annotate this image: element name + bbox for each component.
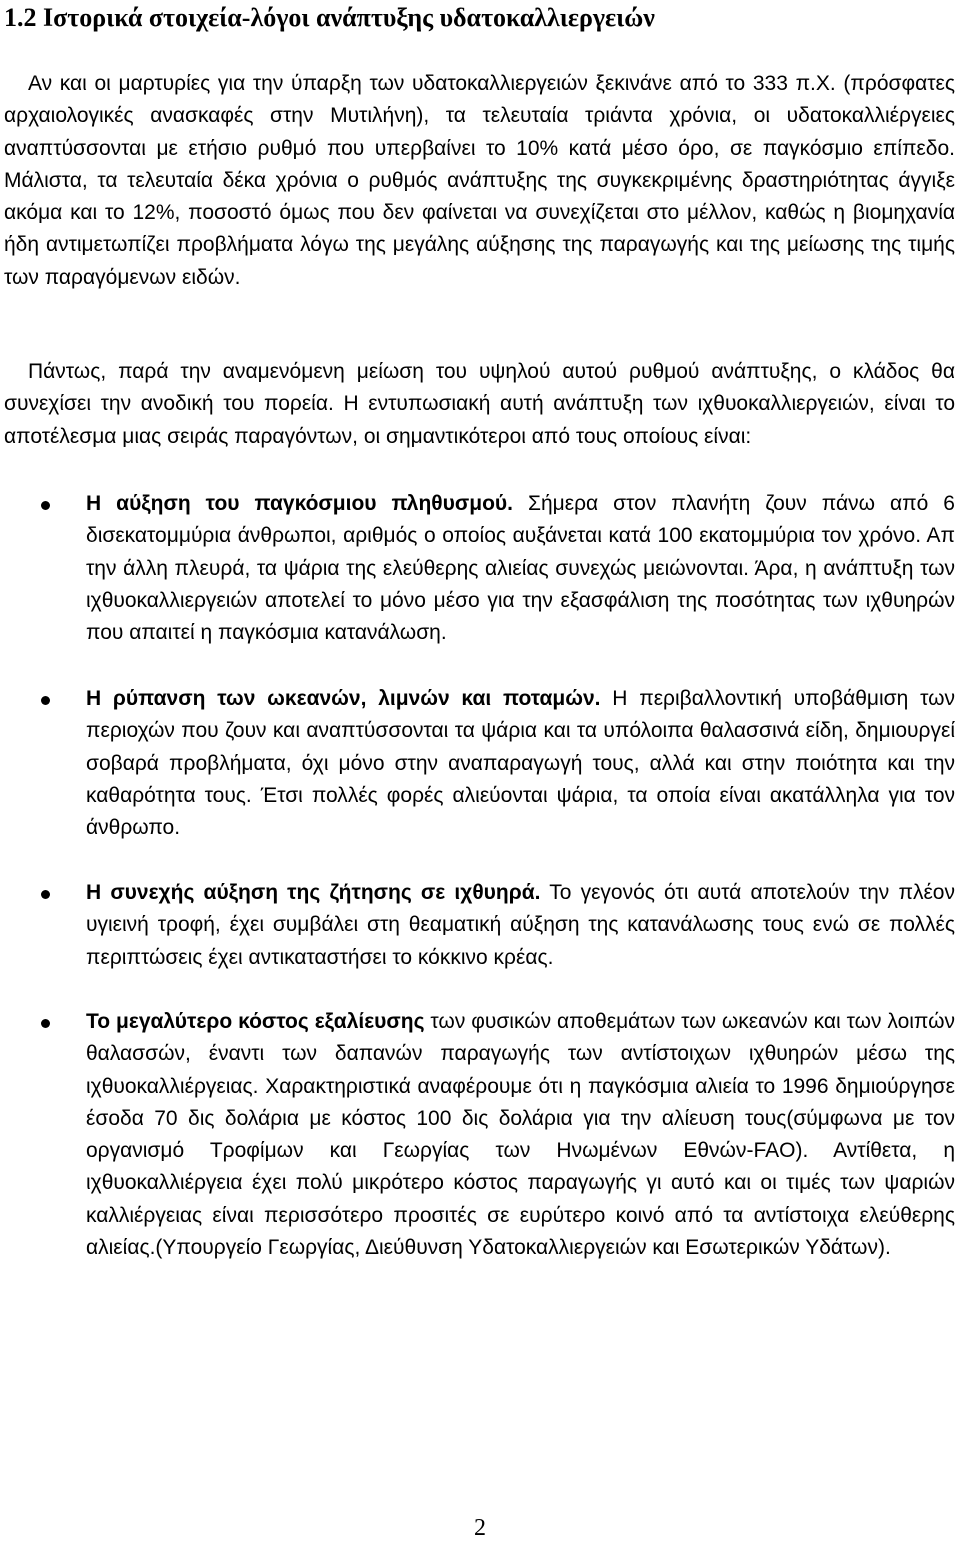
list-item-text: Σήμερα στον πλανήτη ζουν πάνω από 6 δισεκατομμύρια άνθρωποι, αριθμός ο οποίος αυξάνεται κατά 100 εκατομμύρια τον χρόνο. Απ την άλλη πλευρά, τα ψάρια της ελεύθερης αλιείας συνεχώς μειώνονται. Άρα, η ανάπτυξη των ιχθυοκαλλιεργειών αποτελεί το μόνο μέσο για την εξασφάλιση της ποσότητας των ιχθυηρών που απαιτεί η παγκόσμια κατανάλωση.: [86, 492, 955, 645]
factors-paragraph: Πάντως, παρά την αναμενόμενη μείωση του υψηλού αυτού ρυθμού ανάπτυξης, ο κλάδος θα συνεχίσει την ανοδική του πορεία. Η εντυπωσιακή αυτή ανάπτυξη των ιχθυοκαλλιεργειών, είναι το αποτέλεσμα μιας σειράς παραγόντων, οι σημαντικότεροι από τους οποίους είναι:: [4, 360, 955, 448]
list-item-fishing-cost: [86, 1006, 955, 1264]
list-item-title: Η αύξηση του παγκόσμιου πληθυσμού.: [86, 492, 513, 515]
bullet-dot-icon: [41, 501, 50, 510]
section-heading: 1.2 Ιστορικά στοιχεία-λόγοι ανάπτυξης υδατοκαλλιεργειών: [4, 3, 655, 32]
list-item-population-growth: [86, 488, 955, 649]
list-item-title: Η συνεχής αύξηση της ζήτησης σε ιχθυηρά.: [86, 881, 541, 904]
intro-paragraph-container: [4, 68, 955, 294]
bullet-dot-icon: [41, 890, 50, 899]
list-item-title: Το μεγαλύτερο κόστος εξαλίευσης: [86, 1010, 425, 1033]
page-number: 2: [474, 1515, 486, 1541]
factors-paragraph-container: [4, 356, 955, 453]
list-item-title: Η ρύπανση των ωκεανών, λιμνών και ποταμών.: [86, 687, 601, 710]
list-item-text: Το γεγονός ότι αυτά αποτελούν την πλέον υγιεινή τροφή, έχει συμβάλει στη θεαματική αύξηση της κατανάλωσης τους ενώ σε πολλές περιπτώσεις έχει αντικαταστήσει το κόκκινο κρέας.: [86, 881, 955, 969]
list-item-pollution: [86, 683, 955, 844]
bullet-dot-icon: [41, 696, 50, 705]
intro-paragraph: Αν και οι μαρτυρίες για την ύπαρξη των υδατοκαλλιεργειών ξεκινάνε από το 333 π.Χ. (πρόσφατες αρχαιολογικές ανασκαφές στην Μυτιλήνη), τα τελευταία τριάντα χρόνια, οι υδατοκαλλιέργειες αναπτύσσονται με ετήσιο ρυθμό που υπερβαίνει το 10% κατά μέσο όρο, σε παγκόσμιο επίπεδο. Μάλιστα, τα τελευταία δέκα χρόνια ο ρυθμός ανάπτυξης της συγκεκριμένης δραστηριότητας άγγιξε ακόμα και το 12%, ποσοστό όμως που δεν φαίνεται να συνεχίζεται στο μέλλον, καθώς η βιομηχανία ήδη αντιμετωπίζει προβλήματα λόγω της μεγάλης αύξησης της παραγωγής και της μείωσης της τιμής των παραγόμενων ειδών.: [4, 72, 955, 289]
bullet-dot-icon: [41, 1019, 50, 1028]
list-item-text: Η περιβαλλοντική υποβάθμιση των περιοχών που ζουν και αναπτύσσονται τα ψάρια και τα υπόλοιπα θαλασσινά είδη, δημιουργεί σοβαρά προβλήματα, όχι μόνο στην αναπαραγωγή τους, αλλά και στην ποιότητα και την καθαρότητα τους. Έτσι πολλές φορές αλιεύονται ψάρια, τα οποία είναι ακατάλληλα για τον άνθρωπο.: [86, 687, 955, 840]
list-item-demand-growth: [86, 877, 955, 974]
list-item-text: των φυσικών αποθεμάτων των ωκεανών και των λοιπών θαλασσών, έναντι των δαπανών παραγωγής των αντίστοιχων ιχθυηρών μέσω της ιχθυοκαλλιέργειας. Χαρακτηριστικά αναφέρουμε ότι η παγκόσμια αλιεία το 1996 δημιούργησε έσοδα 70 δις δολάρια με κόστος 100 δις δολάρια για την αλίευση τους(σύμφωνα με τον οργανισμό Τροφίμων και Γεωργίας των Ηνωμένων Εθνών-FAO). Αντίθετα, η ιχθυοκαλλιέργεια έχει πολύ μικρότερο κόστος παραγωγής γι αυτό και οι τιμές των ψαριών καλλιέργειας είναι περισσότερο προσιτές σε ευρύτερο κοινό από τα αντίστοιχα ελεύθερης αλιείας.(Υπουργείο Γεωργίας, Διεύθυνση Υδατοκαλλιεργειών και Εσωτερικών Υδάτων).: [86, 1010, 955, 1260]
